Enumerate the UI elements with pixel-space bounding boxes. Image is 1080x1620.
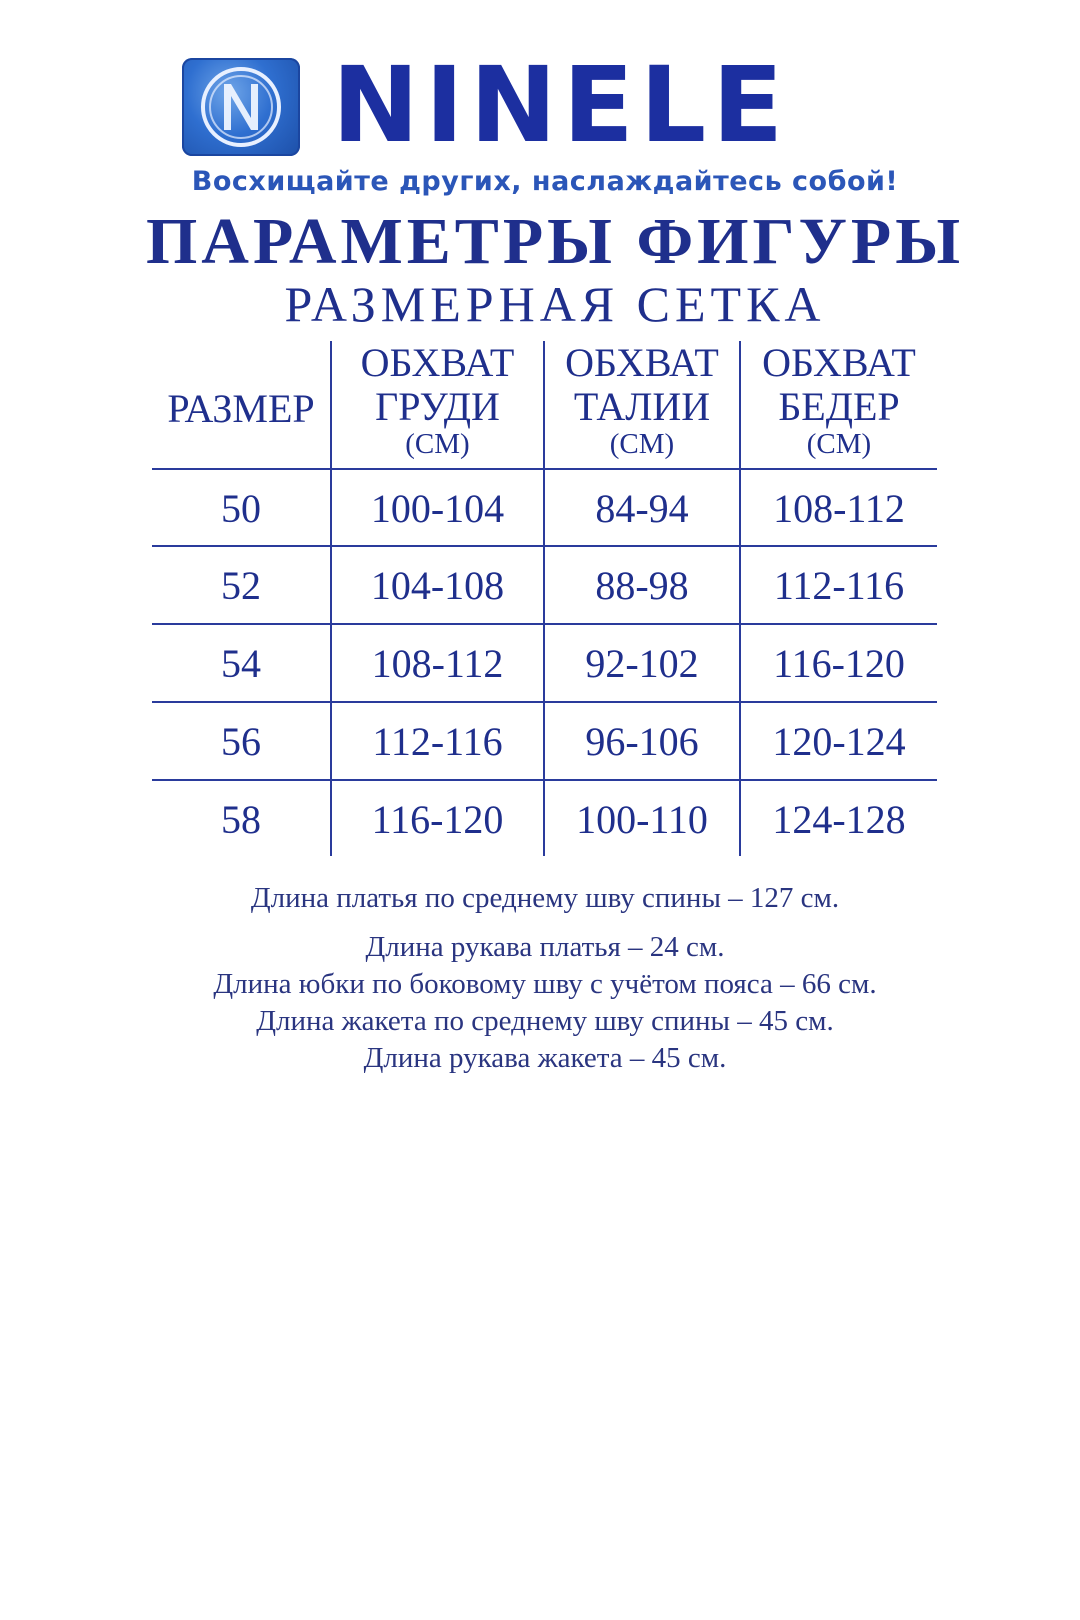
header-hips-unit: (СМ) (806, 428, 872, 460)
cell-hips: 120-124 (772, 719, 906, 764)
header-hips-line1: ОБХВАТ (762, 340, 916, 385)
cell-size: 52 (221, 563, 261, 608)
brand-logo (182, 44, 912, 166)
header-size: РАЗМЕР (167, 386, 315, 431)
cell-size: 50 (221, 486, 261, 531)
cell-chest: 104-108 (370, 563, 505, 608)
size-table (152, 341, 937, 856)
cell-size: 54 (221, 641, 261, 686)
table-row (152, 470, 937, 547)
note-line: Длина рукава платья – 24 см. (365, 931, 725, 963)
note-line: Длина юбки по боковому шву с учётом пояса – 66 см. (213, 968, 877, 1000)
brand-slogan: Восхищайте других, наслаждайтесь собой! (191, 166, 899, 197)
cell-size: 56 (221, 719, 261, 764)
page-subtitle: РАЗМЕРНАЯ СЕТКА (284, 276, 826, 332)
table-row (152, 703, 937, 780)
cell-hips: 108-112 (773, 486, 905, 531)
header-waist-line2: ТАЛИИ (573, 384, 711, 429)
header-waist-line1: ОБХВАТ (565, 340, 719, 385)
header-chest (332, 341, 543, 469)
page-title: ПАРАМЕТРЫ ФИГУРЫ (145, 205, 965, 278)
table-row (152, 781, 937, 858)
cell-hips: 116-120 (773, 641, 905, 686)
cell-waist: 100-110 (576, 797, 708, 842)
cell-waist: 92-102 (585, 641, 699, 686)
header-waist (545, 341, 739, 469)
header-waist-unit: (СМ) (609, 428, 675, 460)
cell-chest: 108-112 (371, 641, 504, 686)
header-chest-line2: ГРУДИ (375, 384, 500, 429)
cell-size: 58 (221, 797, 261, 842)
header-chest-unit: (СМ) (405, 428, 470, 460)
table-row (152, 625, 937, 702)
cell-hips: 112-116 (773, 563, 905, 608)
cell-chest: 112-116 (372, 719, 503, 764)
cell-waist: 96-106 (585, 719, 699, 764)
cell-waist: 88-98 (595, 563, 689, 608)
cell-chest: 116-120 (371, 797, 504, 842)
header-hips-line2: БЕДЕР (778, 384, 900, 429)
note-line: Длина платья по среднему шву спины – 127 см. (250, 882, 840, 914)
note-line: Длина рукава жакета – 45 см. (363, 1042, 727, 1074)
table-row (152, 547, 937, 624)
garment-notes (0, 880, 1080, 1077)
header-chest-line1: ОБХВАТ (360, 340, 515, 385)
logo-n-icon (182, 58, 300, 156)
cell-chest: 100-104 (370, 486, 505, 531)
cell-waist: 84-94 (595, 486, 689, 531)
note-line: Длина жакета по среднему шву спины – 45 см. (256, 1005, 834, 1037)
cell-hips: 124-128 (772, 797, 906, 842)
brand-name: NINELE (332, 44, 790, 166)
header-hips (741, 341, 937, 469)
